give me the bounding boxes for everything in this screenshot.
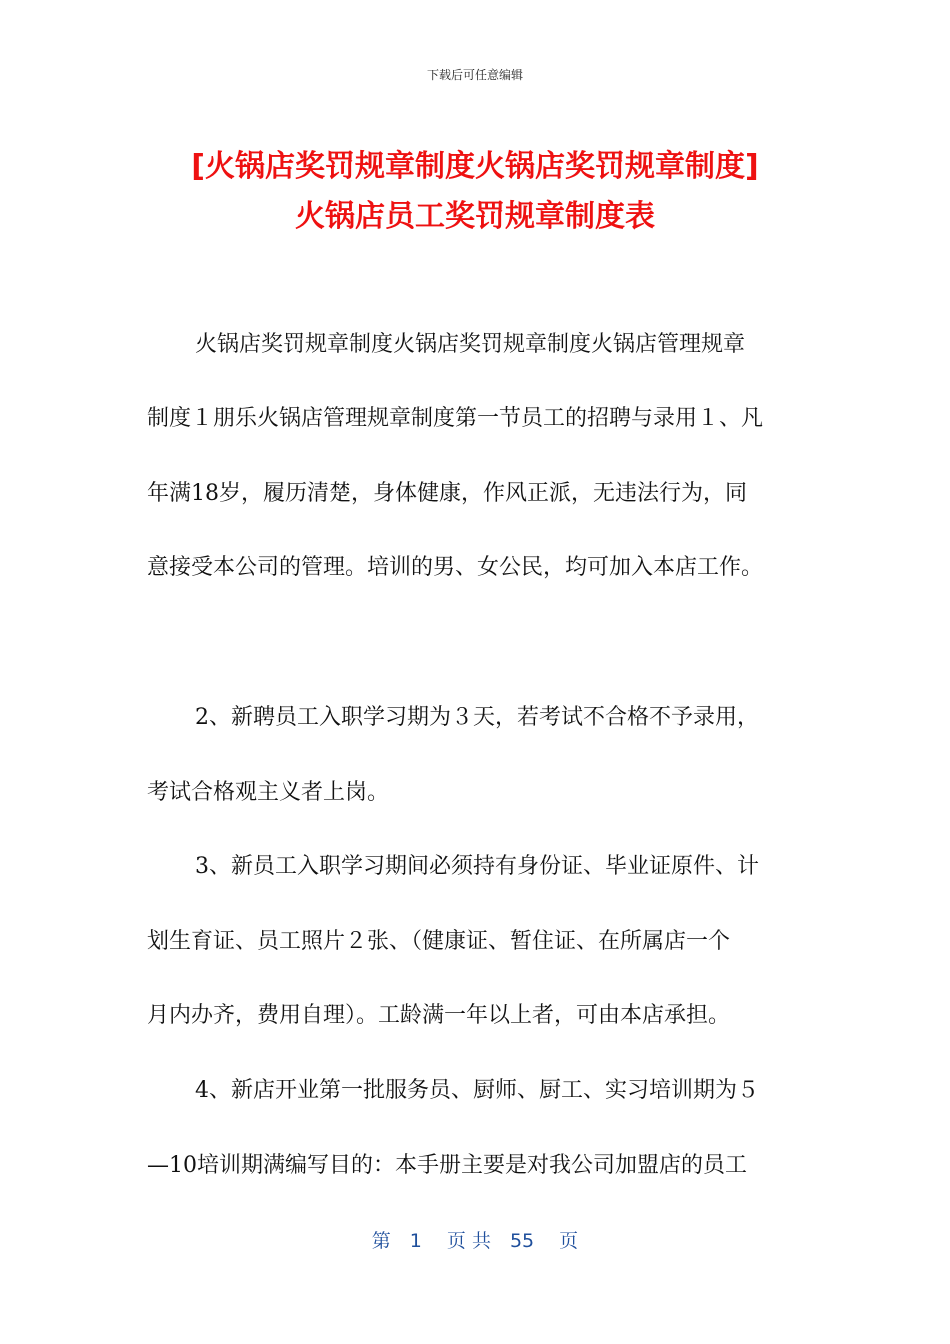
body-line: 4、新店开业第一批服务员、厨师、厨工、实习培训期为５ bbox=[195, 1078, 759, 1103]
body-line: 2、新聘员工入职学习期为３天，若考试不合格不予录用， bbox=[195, 705, 759, 730]
title-line-1: [火锅店奖罚规章制度火锅店奖罚规章制度] bbox=[191, 149, 759, 184]
page-number-footer: 第 1 页 共 55 页 bbox=[371, 1230, 579, 1252]
title-line-2: 火锅店员工奖罚规章制度表 bbox=[295, 199, 655, 234]
body-line: 考试合格观主义者上岗。 bbox=[147, 780, 390, 805]
header-note: 下载后可任意编辑 bbox=[426, 68, 523, 82]
body-line: 意接受本公司的管理。培训的男、女公民，均可加入本店工作。 bbox=[147, 555, 764, 580]
body-line: 3、新员工入职学习期间必须持有身份证、毕业证原件、计 bbox=[195, 854, 759, 879]
body-line: —10培训期满编写目的：本手册主要是对我公司加盟店的员工 bbox=[147, 1153, 747, 1178]
body-line: 年满18岁，履历清楚，身体健康，作风正派，无违法行为，同 bbox=[147, 481, 747, 506]
body-line: 月内办齐，费用自理）。工龄满一年以上者，可由本店承担。 bbox=[147, 1003, 731, 1028]
body-line: 制度１朋乐火锅店管理规章制度第一节员工的招聘与录用１、凡 bbox=[147, 406, 764, 431]
body-line: 划生育证、员工照片２张、（健康证、暂住证、在所属店一个 bbox=[147, 929, 731, 954]
document-title bbox=[100, 142, 850, 242]
body-line: 火锅店奖罚规章制度火锅店奖罚规章制度火锅店管理规章 bbox=[195, 332, 746, 357]
